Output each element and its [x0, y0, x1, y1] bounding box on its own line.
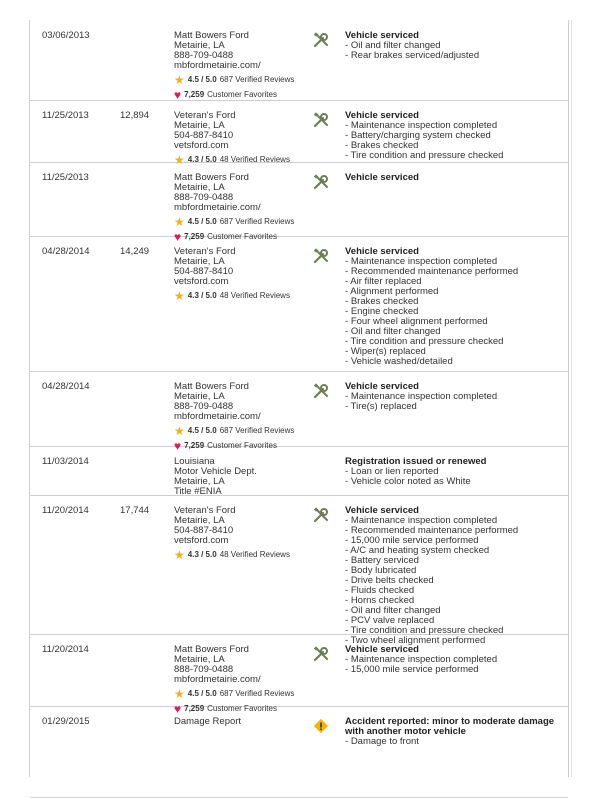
- rating-reviews: 48 Verified Reviews: [219, 290, 290, 300]
- detail-item: - Battery serviced: [345, 556, 560, 566]
- record-date: 04/28/2014: [42, 246, 90, 257]
- source-line: 888-709-0488: [174, 192, 234, 203]
- detail-item: - Alignment performed: [345, 287, 560, 297]
- record-date: 04/28/2014: [42, 381, 90, 392]
- record-source: [174, 247, 324, 302]
- heart-icon: ♥: [174, 438, 182, 453]
- history-table: [29, 20, 569, 777]
- detail-item: - Oil and filter changed: [345, 41, 560, 51]
- detail-item: - Tire condition and pressure checked: [345, 626, 560, 636]
- record-details: [345, 506, 560, 646]
- source-line: Metairie, LA: [174, 40, 225, 51]
- rating-score: 4.5 / 5.0: [187, 216, 217, 226]
- detail-item: - Rear brakes serviced/adjusted: [345, 51, 560, 61]
- page-edge-line: [571, 20, 572, 777]
- detail-item: - Maintenance inspection completed: [345, 121, 560, 131]
- record-source: [174, 31, 324, 101]
- source-line: Metairie, LA: [174, 654, 225, 665]
- rating-reviews: 687 Verified Reviews: [219, 425, 295, 435]
- table-row: [30, 20, 568, 101]
- favorites-label: Customer Favorites: [207, 89, 277, 99]
- detail-item: - Engine checked: [345, 307, 560, 317]
- rating-reviews: 48 Verified Reviews: [219, 549, 290, 559]
- record-mileage: 12,894: [120, 110, 150, 121]
- favorites-label: Customer Favorites: [207, 703, 277, 713]
- detail-item: - Body lubricated: [345, 566, 560, 576]
- table-row: [30, 162, 568, 244]
- source-website-link[interactable]: vetsford.com: [174, 535, 229, 546]
- source-line: 888-709-0488: [174, 664, 234, 675]
- favorites-count: 7,259: [184, 703, 205, 713]
- source-line: Louisiana: [174, 456, 215, 467]
- wrench-screwdriver-icon: [313, 248, 329, 264]
- rating-score: 4.3 / 5.0: [187, 154, 217, 164]
- detail-item: - Brakes checked: [345, 141, 560, 151]
- source-website-link[interactable]: mbfordmetairie.com/: [174, 202, 261, 213]
- detail-item: - A/C and heating system checked: [345, 546, 560, 556]
- star-icon: ★: [174, 288, 185, 303]
- rating-row[interactable]: [174, 215, 324, 228]
- source-line: Metairie, LA: [174, 120, 225, 131]
- record-details: [345, 111, 560, 161]
- record-details: [345, 645, 560, 675]
- rating-row[interactable]: [174, 289, 324, 302]
- record-mileage: 17,744: [120, 505, 150, 516]
- wrench-screwdriver-icon: [313, 112, 329, 128]
- source-website-link[interactable]: mbfordmetairie.com/: [174, 674, 261, 685]
- favorites-count: 7,259: [184, 440, 205, 450]
- rating-row[interactable]: [174, 73, 324, 86]
- record-title: Vehicle serviced: [345, 30, 419, 41]
- source-line: Matt Bowers Ford: [174, 644, 249, 655]
- source-line: Metairie, LA: [174, 182, 225, 193]
- source-website-link[interactable]: vetsford.com: [174, 140, 229, 151]
- record-source: [174, 173, 324, 243]
- detail-item: - Maintenance inspection completed: [345, 392, 560, 402]
- record-details: [345, 173, 560, 183]
- heart-icon: ♥: [174, 229, 182, 244]
- rating-reviews: 687 Verified Reviews: [219, 216, 295, 226]
- detail-item: - Drive belts checked: [345, 576, 560, 586]
- source-line: Metairie, LA: [174, 391, 225, 402]
- source-line: Motor Vehicle Dept.: [174, 466, 257, 477]
- source-line: Veteran's Ford: [174, 505, 236, 516]
- source-line: Damage Report: [174, 716, 242, 727]
- record-source: [174, 506, 324, 561]
- favorites-count: 7,259: [184, 231, 205, 241]
- rating-reviews: 48 Verified Reviews: [219, 154, 290, 164]
- rating-reviews: 687 Verified Reviews: [219, 74, 295, 84]
- source-website-link[interactable]: vetsford.com: [174, 276, 229, 287]
- detail-item: - Tire condition and pressure checked: [345, 337, 560, 347]
- detail-item: - Wiper(s) replaced: [345, 347, 560, 357]
- detail-item: - Maintenance inspection completed: [345, 257, 560, 267]
- source-line: 504-887-8410: [174, 130, 234, 141]
- record-source: [174, 457, 324, 497]
- favorites-label: Customer Favorites: [207, 440, 277, 450]
- table-row: [30, 371, 568, 453]
- heart-icon: ♥: [174, 701, 182, 716]
- table-row: [30, 446, 568, 496]
- detail-item: - Tire(s) replaced: [345, 402, 560, 412]
- source-line: 888-709-0488: [174, 50, 234, 61]
- detail-item: - Recommended maintenance performed: [345, 526, 560, 536]
- record-source: [174, 382, 324, 452]
- table-row: [30, 236, 568, 372]
- record-details: [345, 457, 560, 487]
- source-line: Matt Bowers Ford: [174, 172, 249, 183]
- source-line: Veteran's Ford: [174, 246, 236, 257]
- source-website-link[interactable]: mbfordmetairie.com/: [174, 411, 261, 422]
- wrench-screwdriver-icon: [313, 507, 329, 523]
- source-line: Veteran's Ford: [174, 110, 236, 121]
- detail-item: - Damage to front: [345, 737, 560, 747]
- detail-item: - Horns checked: [345, 596, 560, 606]
- rating-score: 4.3 / 5.0: [187, 549, 217, 559]
- source-line: 504-887-8410: [174, 266, 234, 277]
- detail-item: - 15,000 mile service performed: [345, 665, 560, 675]
- record-title: Vehicle serviced: [345, 644, 419, 655]
- detail-item: - Maintenance inspection completed: [345, 516, 560, 526]
- source-line: Metairie, LA: [174, 515, 225, 526]
- record-details: [345, 247, 560, 367]
- table-row: [30, 701, 568, 798]
- favorites-label: Customer Favorites: [207, 231, 277, 241]
- record-source: [174, 111, 324, 166]
- record-source: [174, 717, 324, 727]
- record-details: [345, 382, 560, 412]
- detail-item: - Vehicle color noted as White: [345, 477, 560, 487]
- record-title: Vehicle serviced: [345, 110, 419, 121]
- star-icon: ★: [174, 72, 185, 87]
- rating-score: 4.5 / 5.0: [187, 688, 217, 698]
- detail-item: - Loan or lien reported: [345, 467, 560, 477]
- table-row: [30, 495, 568, 646]
- rating-row[interactable]: [174, 424, 324, 437]
- record-date: 11/20/2014: [42, 505, 89, 516]
- detail-item: - Oil and filter changed: [345, 327, 560, 337]
- record-title: Accident reported: minor to moderate damage with another motor vehicle: [345, 716, 555, 737]
- detail-item: - PCV valve replaced: [345, 616, 560, 626]
- warning-icon: [313, 718, 329, 734]
- wrench-screwdriver-icon: [313, 174, 329, 190]
- record-title: Vehicle serviced: [345, 505, 419, 516]
- wrench-screwdriver-icon: [313, 646, 329, 662]
- source-line: Matt Bowers Ford: [174, 381, 249, 392]
- record-date: 11/25/2013: [42, 172, 89, 183]
- rating-score: 4.5 / 5.0: [187, 425, 217, 435]
- record-title: Vehicle serviced: [345, 172, 419, 183]
- heart-icon: ♥: [174, 87, 182, 102]
- source-line: Matt Bowers Ford: [174, 30, 249, 41]
- rating-row[interactable]: [174, 548, 324, 561]
- star-icon: ★: [174, 214, 185, 229]
- table-row: [30, 634, 568, 716]
- record-title: Vehicle serviced: [345, 246, 419, 257]
- detail-item: - Recommended maintenance performed: [345, 267, 560, 277]
- record-mileage: 14,249: [120, 246, 150, 257]
- source-line: Metairie, LA: [174, 256, 225, 267]
- detail-item: - Maintenance inspection completed: [345, 655, 560, 665]
- wrench-screwdriver-icon: [313, 32, 329, 48]
- detail-item: - Four wheel alignment performed: [345, 317, 560, 327]
- rating-score: 4.5 / 5.0: [187, 74, 217, 84]
- wrench-screwdriver-icon: [313, 383, 329, 399]
- source-line: 504-887-8410: [174, 525, 234, 536]
- record-title: Registration issued or renewed: [345, 456, 487, 467]
- record-source: [174, 645, 324, 715]
- source-line: 888-709-0488: [174, 401, 234, 412]
- record-date: 03/06/2013: [42, 30, 90, 41]
- record-date: 11/03/2014: [42, 456, 89, 467]
- record-date: 11/20/2014: [42, 644, 89, 655]
- detail-item: - Battery/charging system checked: [345, 131, 560, 141]
- detail-item: - Two wheel alignment performed: [345, 636, 560, 646]
- rating-score: 4.3 / 5.0: [187, 290, 217, 300]
- source-line: Metairie, LA: [174, 476, 225, 487]
- detail-item: - Oil and filter changed: [345, 606, 560, 616]
- detail-item: - 15,000 mile service performed: [345, 536, 560, 546]
- record-title: Vehicle serviced: [345, 381, 419, 392]
- detail-item: - Air filter replaced: [345, 277, 560, 287]
- star-icon: ★: [174, 547, 185, 562]
- detail-item: - Tire condition and pressure checked: [345, 151, 560, 161]
- rating-reviews: 687 Verified Reviews: [219, 688, 295, 698]
- star-icon: ★: [174, 423, 185, 438]
- table-row: [30, 100, 568, 167]
- favorites-count: 7,259: [184, 89, 205, 99]
- record-date: 11/25/2013: [42, 110, 89, 121]
- record-details: [345, 717, 560, 747]
- detail-item: - Vehicle washed/detailed: [345, 357, 560, 367]
- detail-item: - Brakes checked: [345, 297, 560, 307]
- source-website-link[interactable]: mbfordmetairie.com/: [174, 60, 261, 71]
- star-icon: ★: [174, 152, 185, 167]
- rating-row[interactable]: [174, 687, 324, 700]
- record-details: [345, 31, 560, 61]
- detail-item: - Fluids checked: [345, 586, 560, 596]
- source-line: Title #ENIA: [174, 486, 222, 497]
- record-date: 01/29/2015: [42, 716, 90, 727]
- star-icon: ★: [174, 686, 185, 701]
